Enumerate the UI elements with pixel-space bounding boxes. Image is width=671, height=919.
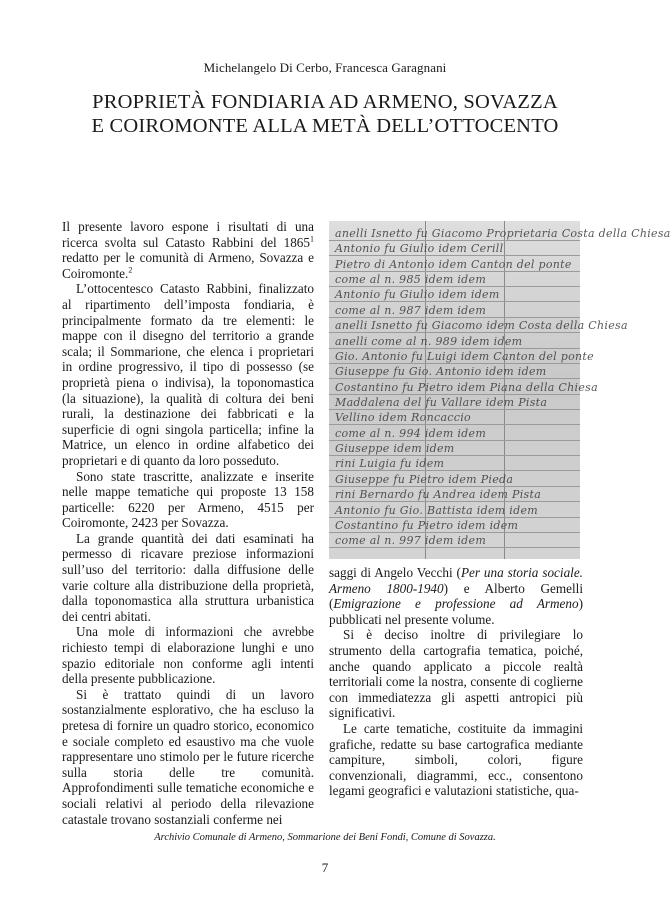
ledger-line: Pietro di Antonio idem Canton del ponte — [335, 258, 572, 271]
paragraph-2: L’ottocentesco Catasto Rabbini, finalizzato al ripartimento dell’imposta fondiaria, è principalmente formato da tre elementi: le mappe con il disegno del territorio a grande scala; il Sommarione, che elenca i proprietari in ordine progressivo, il tipo di possesso (se proprietà piena o indivisa), la toponomastica (la situazione), la qualità di coltura dei beni rurali, la destinazione dei fabbricati e la superficie di ogni singola particella; infine la Matrice, un elenco in ordine alfabetico dei proprietari e di quanto da loro posseduto. — [62, 281, 314, 468]
article-title — [0, 90, 650, 138]
page-number: 7 — [321, 860, 329, 875]
ledger-line: rini Bernardo fu Andrea idem Pista — [335, 488, 542, 501]
ledger-line: come al n. 997 idem idem — [335, 534, 487, 547]
ledger-line: come al n. 987 idem idem — [335, 304, 487, 317]
ledger-row-rule — [329, 394, 580, 395]
ledger-line: anelli come al n. 989 idem idem — [335, 335, 523, 348]
ledger-row-rule — [329, 378, 580, 379]
paragraph-1: Il presente lavoro espone i risultati di una ricerca svolta sul Catasto Rabbini del 1865$^1$ redatto per le comunità di Armeno, Sovazza e Coiromonte.$^2$ — [62, 219, 314, 281]
paragraph-7: saggi di Angelo Vecchi (Per una storia sociale. Armeno 1800-1940) e Alberto Gemelli (Emigrazione e professione ad Armeno) pubblicati nel presente volume. — [329, 565, 583, 627]
ledger-photo — [329, 221, 671, 559]
ledger-row-rule — [329, 486, 580, 487]
title-line-2: E COIROMONTE ALLA METÀ DELL’OTTOCENTO — [91, 115, 559, 137]
footnote-ref-2: 2 — [128, 265, 133, 275]
ledger-line: Antonio fu Gio. Battista idem idem — [335, 504, 538, 517]
paragraph-8: Si è deciso inoltre di privilegiare lo strumento della cartografia tematica, poiché, anche quando applicato a piccole realtà territoriali come la nostra, consente di coglierne con immediatezza gli aspetti antropici più significativi. — [329, 627, 583, 721]
ledger-line: come al n. 994 idem idem — [335, 427, 487, 440]
ledger-line: Gio. Antonio fu Luigi idem Canton del ponte — [335, 350, 594, 363]
ledger-line: Costantino fu Pietro idem Piana della Chiesa — [335, 381, 598, 394]
left-column — [62, 219, 314, 827]
ledger-row-rule — [329, 409, 580, 410]
figure-caption: Archivio Comunale di Armeno, Sommarione dei Beni Fondi, Comune di Sovazza. — [154, 832, 496, 843]
ledger-line: Maddalena del fu Vallare idem Pista — [335, 396, 548, 409]
ledger-row-rule — [329, 547, 580, 548]
ledger-line: Giuseppe idem idem — [335, 442, 455, 455]
ledger-row-rule — [329, 286, 580, 287]
ledger-line: Costantino fu Pietro idem idem — [335, 519, 519, 532]
paragraph-3: Sono state trascritte, analizzate e inserite nelle mappe tematiche qui proposte 13 158 particelle: 6220 per Armeno, 4515 per Coiromonte, 2423 per Sovazza. — [62, 468, 314, 531]
ledger-line: Giuseppe fu Pietro idem Pieda — [335, 473, 514, 486]
ledger-line: Antonio fu Giulio idem idem — [335, 288, 500, 301]
title-line-1: PROPRIETÀ FONDIARIA AD ARMENO, SOVAZZA — [92, 91, 558, 113]
ledger-line: rini Luigia fu idem — [335, 457, 445, 470]
ledger-line: come al n. 985 idem idem — [335, 273, 487, 286]
footnote-ref-1: 1 — [310, 234, 314, 244]
paragraph-4: La grande quantità dei dati esaminati ha permesso di ricavare preziose informazioni sull’uso del territorio: dalla diffusione delle varie colture alla distribuzione della proprietà, dalla toponomastica alla struttura urbanistica dei centri abitati. — [62, 530, 314, 624]
paragraph-9: Le carte tematiche, costituite da immagini grafiche, redatte su base cartografica mediante campiture, simboli, colori, figure convenzionali, diagrammi, ecc., consentono legami geografici e valutazioni statistiche, qua- — [329, 720, 583, 799]
ledger-line: Giuseppe fu Gio. Antonio idem idem — [335, 365, 547, 378]
ledger-row-rule — [329, 532, 580, 533]
ledger-row-rule — [329, 470, 580, 471]
ledger-row-rule — [329, 271, 580, 272]
ledger-row-rule — [329, 440, 580, 441]
ledger-row-rule — [329, 317, 580, 318]
paragraph-6: Si è trattato quindi di un lavoro sostanzialmente esplorativo, che ha escluso la pretesa di fornire un quadro storico, economico e sociale completo ed esaustivo ma che vuole rappresentare uno stimolo per le future ricerche sulla storia delle tre comunità. Approfondimenti sulle tematiche economiche e sociali relativi al periodo della rilevazione catastale trovano sostanziali conferme nei — [62, 686, 314, 827]
ledger-line: anelli Isnetto fu Giacomo idem Costa della Chiesa — [335, 319, 628, 332]
ledger-row-rule — [329, 301, 580, 302]
ledger-row-rule — [329, 363, 580, 364]
ledger-row-rule — [329, 240, 580, 241]
ledger-line: Antonio fu Giulio idem Cerill — [335, 242, 504, 255]
ledger-line: anelli Isnetto fu Giacomo Proprietaria Costa della Chiesa — [335, 227, 671, 240]
paragraph-5: Una mole di informazioni che avrebbe richiesto tempi di elaborazione lunghi e uno spazio editoriale non conforme agli intenti della presente pubblicazione. — [62, 624, 314, 687]
right-column — [329, 565, 583, 799]
ledger-row-rule — [329, 424, 580, 425]
ledger-row-rule — [329, 348, 580, 349]
ledger-row-rule — [329, 255, 580, 256]
authors: Michelangelo Di Cerbo, Francesca Garagnani — [203, 60, 447, 75]
ledger-row-rule — [329, 332, 580, 333]
ledger-line: Vellino idem Roncaccio — [335, 411, 471, 424]
ledger-row-rule — [329, 455, 580, 456]
ledger-row-rule — [329, 517, 580, 518]
ledger-row-rule — [329, 501, 580, 502]
